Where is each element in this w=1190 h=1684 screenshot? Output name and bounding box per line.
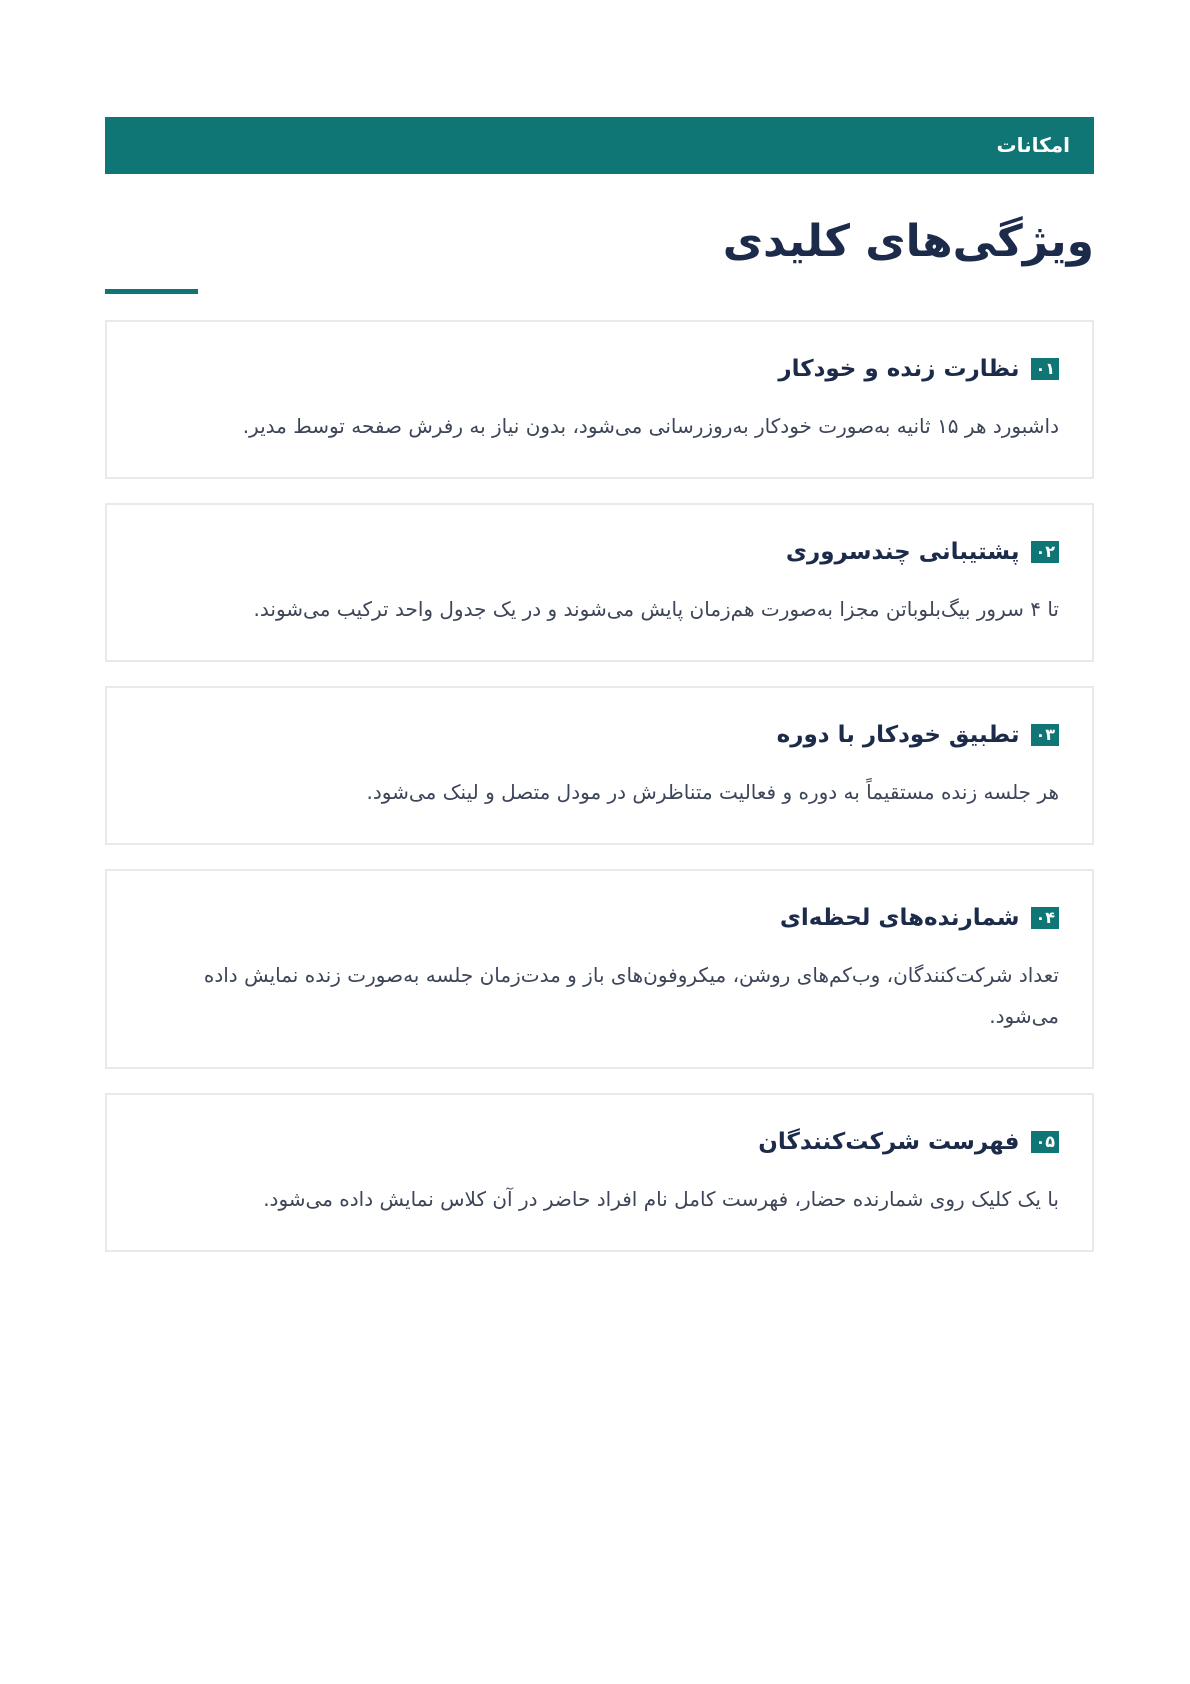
feature-card-header	[140, 1129, 1059, 1155]
feature-number-badge: ۰۳	[1031, 724, 1059, 746]
feature-description: داشبورد هر ۱۵ ثانیه به‌صورت خودکار به‌روزرسانی می‌شود، بدون نیاز به رفرش صفحه توسط مدیر.	[242, 414, 1059, 438]
feature-card-header	[140, 722, 1059, 748]
feature-description: با یک کلیک روی شمارنده حضار، فهرست کامل نام افراد حاضر در آن کلاس نمایش داده می‌شود.	[263, 1187, 1059, 1211]
feature-card-participant-list	[105, 1093, 1094, 1252]
feature-title: پشتیبانی چندسروری	[785, 539, 1020, 565]
title-underline	[105, 289, 198, 294]
feature-title: شمارنده‌های لحظه‌ای	[779, 905, 1020, 931]
feature-card-header	[140, 905, 1059, 931]
section-header-bar	[105, 117, 1094, 174]
feature-description: تا ۴ سرور بیگ‌بلوباتن مجزا به‌صورت هم‌زمان پایش می‌شوند و در یک جدول واحد ترکیب می‌شوند.	[253, 597, 1059, 621]
feature-description: هر جلسه زنده مستقیماً به دوره و فعالیت متناظرش در مودل متصل و لینک می‌شود.	[366, 780, 1059, 804]
feature-card-live-monitoring	[105, 320, 1094, 479]
section-label: امکانات	[996, 133, 1070, 157]
feature-title: فهرست شرکت‌کنندگان	[758, 1129, 1020, 1155]
feature-list	[105, 320, 1094, 1252]
feature-card-realtime-counters	[105, 869, 1094, 1069]
page-title: ویژگی‌های کلیدی	[722, 216, 1094, 267]
feature-card-header	[140, 356, 1059, 382]
feature-number-badge: ۰۲	[1031, 541, 1059, 563]
feature-number-badge: ۰۱	[1031, 358, 1059, 380]
feature-title: تطبیق خودکار با دوره	[776, 722, 1020, 748]
feature-card-header	[140, 539, 1059, 565]
feature-title: نظارت زنده و خودکار	[778, 356, 1020, 382]
feature-description: تعداد شرکت‌کنندگان، وب‌کم‌های روشن، میکروفون‌های باز و مدت‌زمان جلسه به‌صورت زنده نمایش داده می‌شود.	[203, 963, 1059, 1028]
feature-number-badge: ۰۵	[1031, 1131, 1059, 1153]
features-page	[105, 117, 1094, 1276]
feature-number-badge: ۰۴	[1031, 907, 1059, 929]
feature-card-course-matching	[105, 686, 1094, 845]
feature-card-multi-server	[105, 503, 1094, 662]
